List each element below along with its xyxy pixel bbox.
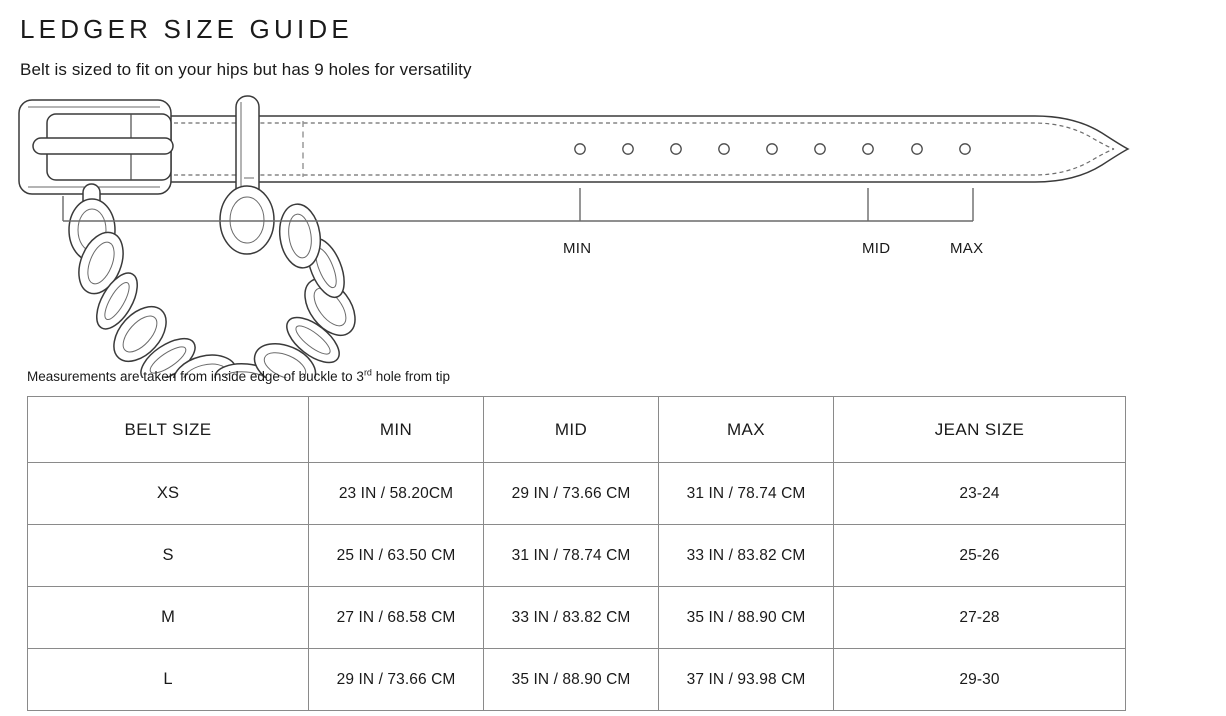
cell-max: 31 IN / 78.74 CM bbox=[659, 463, 834, 525]
table-row bbox=[28, 525, 1126, 587]
table-row bbox=[28, 587, 1126, 649]
column-header-min: MIN bbox=[309, 397, 484, 463]
column-header-mid: MID bbox=[484, 397, 659, 463]
cell-max: 35 IN / 88.90 CM bbox=[659, 587, 834, 649]
page-title: LEDGER SIZE GUIDE bbox=[20, 14, 353, 44]
measurement-bracket bbox=[63, 188, 973, 221]
table-header-row bbox=[28, 397, 1126, 463]
cell-mid: 31 IN / 78.74 CM bbox=[484, 525, 659, 587]
column-header-max: MAX bbox=[659, 397, 834, 463]
cell-belt-size: L bbox=[28, 649, 309, 711]
page-subtitle: Belt is sized to fit on your hips but has 9 holes for versatility bbox=[20, 60, 472, 79]
cell-max: 37 IN / 93.98 CM bbox=[659, 649, 834, 711]
cell-belt-size: XS bbox=[28, 463, 309, 525]
measure-label-mid: MID bbox=[862, 240, 891, 257]
belt-illustration bbox=[0, 88, 1180, 378]
cell-min: 27 IN / 68.58 CM bbox=[309, 587, 484, 649]
cell-min: 25 IN / 63.50 CM bbox=[309, 525, 484, 587]
cell-jean-size: 29-30 bbox=[834, 649, 1126, 711]
cell-belt-size: S bbox=[28, 525, 309, 587]
measure-label-min: MIN bbox=[563, 240, 592, 257]
footnote-text-after: hole from tip bbox=[371, 369, 450, 384]
belt-buckle bbox=[19, 100, 173, 194]
cell-min: 23 IN / 58.20CM bbox=[309, 463, 484, 525]
table-row bbox=[28, 649, 1126, 711]
cell-min: 29 IN / 73.66 CM bbox=[309, 649, 484, 711]
footnote-text-before: Measurements are taken from inside edge of buckle to 3 bbox=[27, 369, 364, 384]
column-header-jean-size: JEAN SIZE bbox=[834, 397, 1126, 463]
measure-label-max: MAX bbox=[950, 240, 984, 257]
cell-jean-size: 27-28 bbox=[834, 587, 1126, 649]
cell-jean-size: 23-24 bbox=[834, 463, 1126, 525]
cell-max: 33 IN / 83.82 CM bbox=[659, 525, 834, 587]
cell-jean-size: 25-26 bbox=[834, 525, 1126, 587]
column-header-belt-size: BELT SIZE bbox=[28, 397, 309, 463]
table-row bbox=[28, 463, 1126, 525]
cell-mid: 33 IN / 83.82 CM bbox=[484, 587, 659, 649]
size-chart-table bbox=[27, 396, 1126, 711]
cell-belt-size: M bbox=[28, 587, 309, 649]
footnote-superscript: rd bbox=[363, 367, 372, 378]
cell-mid: 29 IN / 73.66 CM bbox=[484, 463, 659, 525]
cell-mid: 35 IN / 88.90 CM bbox=[484, 649, 659, 711]
measurement-footnote bbox=[27, 369, 450, 384]
